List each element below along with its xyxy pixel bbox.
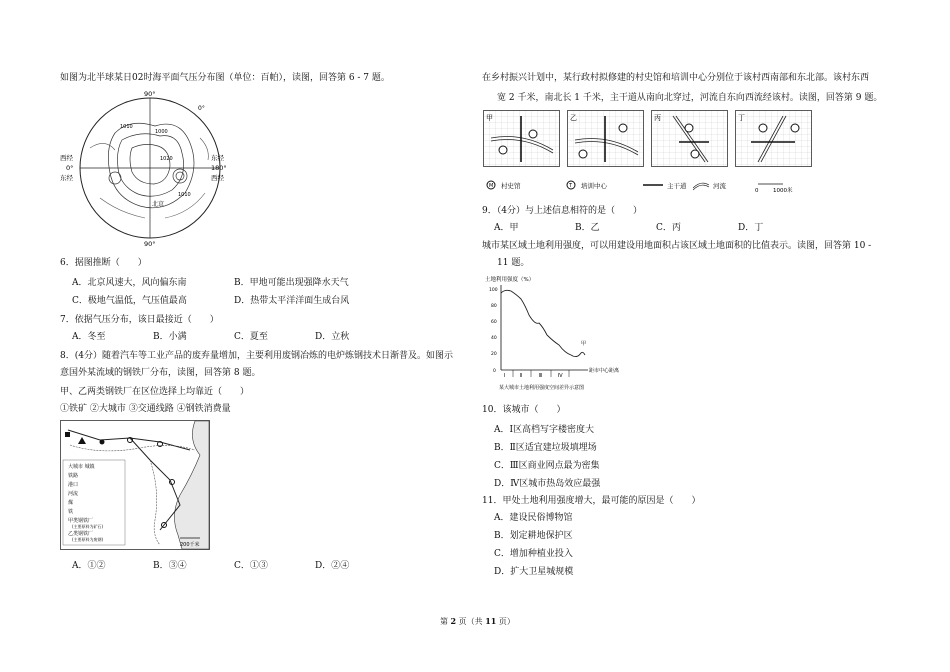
legend-museum: 村史馆 bbox=[501, 182, 521, 190]
map-bottom-90: 90° bbox=[144, 240, 156, 248]
q10-option-c: C．Ⅲ区商业网点最为密集 bbox=[494, 461, 600, 471]
legend-river: 河流 bbox=[713, 182, 726, 190]
land-zone-3: Ⅲ bbox=[539, 373, 543, 379]
q10-option-d: D．Ⅳ区城市热岛效应最强 bbox=[494, 479, 601, 489]
land-y60: 60 bbox=[491, 320, 497, 325]
q10-option-b: B．Ⅱ区适宜建垃圾填埋场 bbox=[494, 443, 597, 453]
q6-option-d: D．热带太平洋洋面生成台风 bbox=[234, 296, 350, 306]
land-chart-xlabel: 距市中心距离 bbox=[589, 368, 620, 374]
map-top-90: 90° bbox=[144, 90, 156, 98]
panel-label-ding: 丁 bbox=[738, 114, 745, 122]
q9-stem: 9．（4分）与上述信息相符的是（ ） bbox=[482, 206, 642, 216]
map-right-west: 西经 bbox=[211, 174, 224, 182]
land-zone-1: Ⅰ bbox=[504, 373, 506, 379]
land-y80: 80 bbox=[491, 304, 497, 309]
intro-6-7: 如图为北半球某日02时海平面气压分布图（单位：百帕），读图，回答第 6 - 7 题。 bbox=[60, 73, 390, 83]
q8-stem: 甲、乙两类钢铁厂在区位选择上均靠近（ ） bbox=[60, 387, 250, 397]
steel-plant-map bbox=[60, 420, 210, 550]
legend-type-a: 甲类钢铁厂 bbox=[68, 518, 94, 524]
panel-label-bing: 丙 bbox=[654, 114, 661, 122]
land-zone-2: Ⅱ bbox=[520, 373, 523, 379]
q11-option-a: A．建设民俗博物馆 bbox=[494, 513, 573, 523]
legend-type-b-note: (主要原料为废钢) bbox=[72, 537, 104, 542]
land-jia: 甲 bbox=[581, 341, 587, 347]
q11-option-c: C．增加种植业投入 bbox=[494, 549, 573, 559]
intro-10-11b: 11 题。 bbox=[497, 258, 530, 268]
intro-10-11: 城市某区域土地利用强度，可以用建设用地面积占该区域土地面积的比值表示。读图，回答第 10 - bbox=[482, 241, 872, 251]
panel-yi bbox=[568, 111, 644, 167]
panel-label-yi: 乙 bbox=[570, 114, 577, 122]
panel-ding bbox=[736, 111, 812, 167]
legend-river: 河流 bbox=[68, 491, 79, 497]
q8-option-d: D．②④ bbox=[315, 561, 350, 571]
q7-option-a: A．冬至 bbox=[72, 332, 106, 342]
isobar-label-1010b: 1010 bbox=[178, 192, 191, 198]
q6-option-a: A．北京风速大，风向偏东南 bbox=[72, 278, 187, 288]
page-footer bbox=[440, 615, 515, 628]
legend-port: 港口 bbox=[68, 482, 79, 488]
polar-pressure-map bbox=[60, 88, 235, 248]
legend-road: 主干道 bbox=[667, 182, 687, 190]
legend-type-a-note: (主要原料为矿石) bbox=[72, 524, 104, 529]
village-panels bbox=[483, 110, 813, 200]
q11-option-d: D．扩大卫星城规模 bbox=[494, 567, 574, 577]
isobar-label-1020: 1020 bbox=[160, 156, 173, 162]
legend-coal: 煤 bbox=[68, 500, 74, 506]
footer-mid: 页（共 bbox=[458, 617, 483, 626]
q9-option-c: C．丙 bbox=[656, 223, 681, 233]
land-y40: 40 bbox=[491, 336, 497, 341]
q7-option-c: C．夏至 bbox=[234, 332, 268, 342]
isobar-label-1010a: 1010 bbox=[120, 124, 133, 130]
q9-option-b: B．乙 bbox=[575, 223, 600, 233]
q8-option-a: A．①② bbox=[72, 561, 106, 571]
panel-label-jia: 甲 bbox=[486, 114, 493, 122]
land-zone-4: Ⅳ bbox=[558, 373, 563, 379]
q9-option-a: A．甲 bbox=[494, 223, 519, 233]
q8-option-c: C．①③ bbox=[234, 561, 268, 571]
legend-training: 培训中心 bbox=[581, 182, 607, 190]
q6-stem: 6．据图推断（ ） bbox=[60, 258, 147, 268]
map-label-beijing: 北京 bbox=[152, 201, 165, 208]
q7-stem: 7．依据气压分布，该日最接近（ ） bbox=[60, 315, 219, 325]
map-right-east: 东经 bbox=[211, 154, 224, 162]
legend-scale-1000: 1000米 bbox=[773, 188, 793, 194]
q11-option-b: B．划定耕地保护区 bbox=[494, 531, 573, 541]
isobar-label-1000: 1000 bbox=[155, 129, 168, 135]
steel-map-scale: 200千米 bbox=[180, 542, 200, 548]
q8-choices: ①铁矿 ②大城市 ③交通线路 ④钢铁消费量 bbox=[60, 404, 231, 414]
q8-option-b: B．③④ bbox=[153, 561, 187, 571]
q8-line2: 意国外某流域的钢铁厂分布，读图，回答第 8 题。 bbox=[60, 368, 261, 378]
q7-option-d: D．立秋 bbox=[315, 332, 350, 342]
footer-pre: 第 bbox=[440, 617, 448, 626]
q10-option-a: A．Ⅰ区高档写字楼密度大 bbox=[494, 425, 595, 435]
land-y100: 100 bbox=[489, 288, 498, 293]
q7-option-b: B．小满 bbox=[153, 332, 187, 342]
footer-post: 页） bbox=[498, 617, 515, 626]
q6-option-b: B．甲地可能出现强降水天气 bbox=[234, 278, 349, 288]
legend-city: 大城市 城镇 bbox=[68, 464, 95, 470]
svg-text:T: T bbox=[569, 183, 573, 189]
land-chart-caption: 某大城市土地利用强度空间差异示意图 bbox=[499, 385, 585, 391]
land-y20: 20 bbox=[491, 352, 497, 357]
panel-jia bbox=[484, 111, 560, 167]
land-chart-ylabel: 土地利用强度（%） bbox=[485, 277, 535, 283]
svg-text:M: M bbox=[489, 183, 494, 189]
q6-option-c: C．极地气温低，气压值最高 bbox=[72, 296, 187, 306]
q8-line1: 8．(4分）随着汽车等工业产品的废弃量增加，主要利用废钢冶炼的电炉炼钢技术日渐普及。如图示 bbox=[60, 351, 453, 361]
legend-type-b: 乙类钢铁厂 bbox=[68, 531, 94, 537]
q10-stem: 10．该城市（ ） bbox=[482, 405, 566, 415]
legend-railway: 铁路 bbox=[68, 473, 79, 479]
panel-bing bbox=[652, 111, 728, 167]
map-left-0: 0° bbox=[66, 164, 74, 172]
map-label-0deg: 0° bbox=[198, 105, 205, 112]
q9-option-d: D．丁 bbox=[738, 223, 764, 233]
footer-total: 11 bbox=[485, 616, 497, 626]
footer-page: 2 bbox=[450, 616, 457, 626]
intro-9-line2: 宽 2 千米，南北长 1 千米，主干道从南向北穿过，河流自东向西流经该村。读图，回答第 9 题。 bbox=[497, 93, 883, 103]
intro-9-line1: 在乡村振兴计划中，某行政村拟修建的村史馆和培训中心分别位于该村西南部和东北部。该村东西 bbox=[482, 73, 870, 83]
map-left-east: 东经 bbox=[60, 174, 73, 182]
legend-iron: 铁 bbox=[68, 509, 74, 515]
map-right-180: 180° bbox=[211, 164, 227, 172]
q11-stem: 11．甲处土地利用强度增大，最可能的原因是（ ） bbox=[482, 496, 701, 506]
map-left-west: 西经 bbox=[60, 154, 73, 162]
land-use-chart bbox=[483, 275, 643, 395]
legend-scale-0: 0 bbox=[755, 188, 759, 194]
land-y0: 0 bbox=[493, 369, 496, 374]
